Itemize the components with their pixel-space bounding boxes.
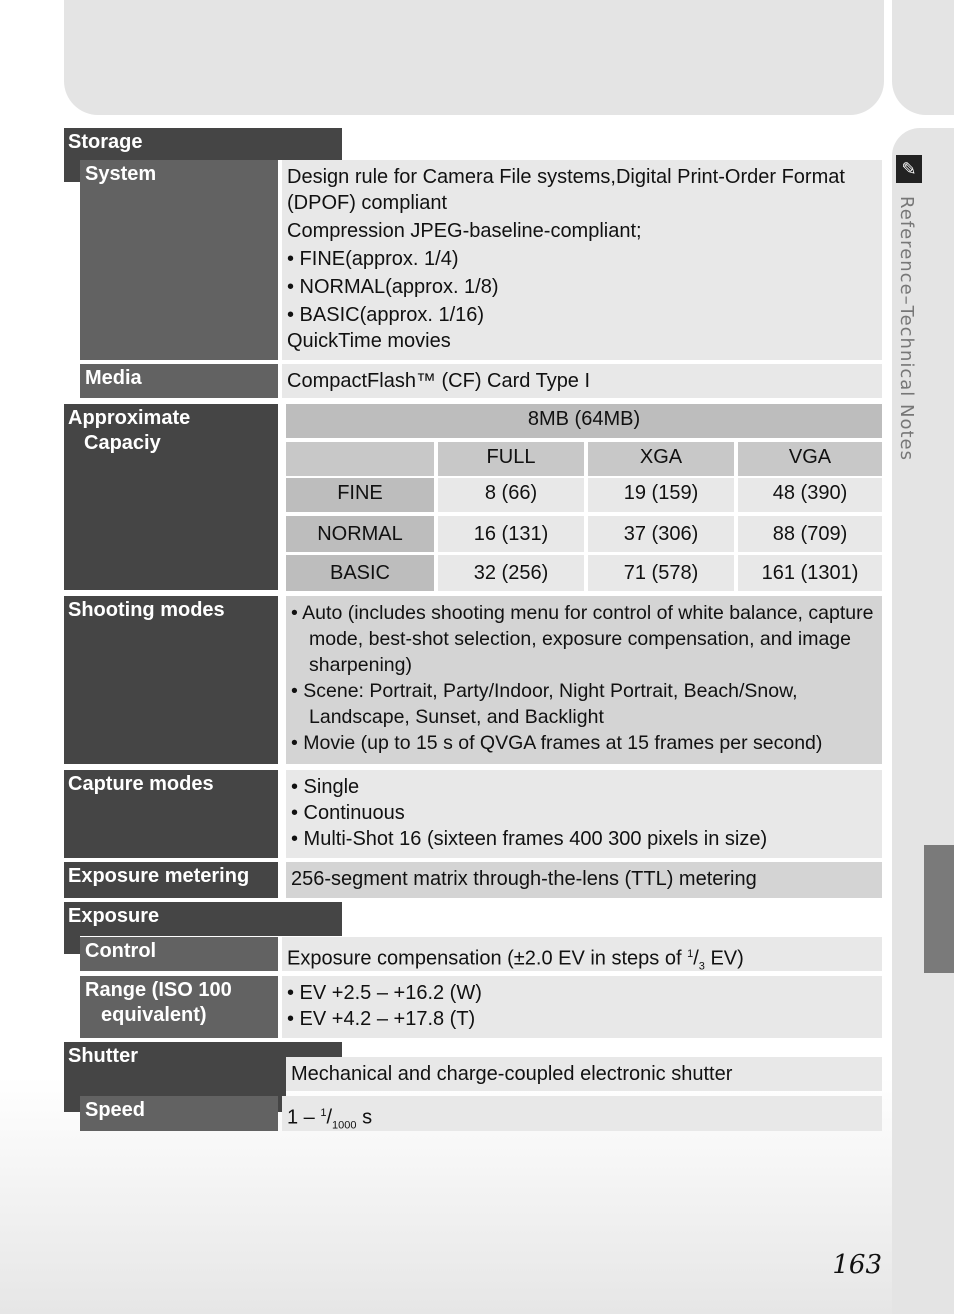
capture-mode-item: • Single <box>291 776 360 798</box>
range-label-line: Range (ISO 100 <box>85 979 232 1001</box>
speed-label: Speed <box>80 1096 278 1131</box>
capacity-label-line: Capaciy <box>84 432 161 454</box>
side-section-label: Reference–Technical Notes <box>896 196 917 462</box>
capacity-row-name: BASIC <box>286 555 434 591</box>
capacity-label-line: Approximate <box>68 407 191 429</box>
control-label: Control <box>80 937 278 971</box>
speed-text: 1 – <box>287 1106 321 1129</box>
system-value <box>282 160 882 360</box>
range-item: • EV +4.2 – +17.8 (T) <box>287 1008 476 1030</box>
storage-header-tab <box>64 160 80 182</box>
capacity-value: 71 (578) <box>588 555 734 591</box>
capacity-value: 32 (256) <box>438 555 584 591</box>
exposure-metering-label: Exposure metering <box>64 862 278 898</box>
range-value <box>282 976 882 1038</box>
system-line: • NORMAL(approx. 1/8) <box>287 276 499 298</box>
system-line: • BASIC(approx. 1/16) <box>287 304 485 326</box>
control-text: Exposure compensation (±2.0 EV in steps of <box>287 947 688 970</box>
capacity-value: 48 (390) <box>738 478 882 512</box>
system-line: Design rule for Camera File systems,Digital Print-Order Format (DPOF) compliant <box>287 166 845 214</box>
control-value: Exposure compensation (±2.0 EV in steps of $^1/_3$ EV) <box>282 937 882 971</box>
capacity-value: 8 (66) <box>438 478 584 512</box>
capacity-label <box>64 404 278 590</box>
capacity-row-name: NORMAL <box>286 516 434 552</box>
control-text-end: EV) <box>704 947 744 970</box>
exposure-metering-value: 256-segment matrix through-the-lens (TTL) metering <box>286 862 882 898</box>
fraction-denominator: 3 <box>698 960 705 973</box>
capacity-header: 8MB (64MB) <box>286 404 882 438</box>
capture-mode-item: • Multi-Shot 16 (sixteen frames 400 300 pixels in size) <box>291 828 768 850</box>
shooting-modes-value <box>286 596 882 764</box>
speed-text-end: s <box>356 1106 373 1129</box>
fraction-numerator: 1 <box>320 1107 327 1119</box>
shooting-modes-label: Shooting modes <box>64 596 278 764</box>
pencil-icon: ✎ <box>896 155 922 183</box>
capacity-value: 88 (709) <box>738 516 882 552</box>
capacity-value: 161 (1301) <box>738 555 882 591</box>
storage-header: Storage <box>64 128 342 160</box>
media-value: CompactFlash™ (CF) Card Type I <box>282 364 882 398</box>
system-line: Compression JPEG-baseline-compliant; <box>287 220 642 242</box>
shooting-mode-item: • Scene: Portrait, Party/Indoor, Night Portrait, Beach/Snow, Landscape, Sunset, and Backlight <box>291 680 798 728</box>
page-number: 163 <box>832 1250 882 1280</box>
range-label-line: equivalent) <box>101 1004 207 1026</box>
top-corner-tab <box>892 0 954 115</box>
exposure-header: Exposure <box>64 902 342 936</box>
capacity-value: 19 (159) <box>588 478 734 512</box>
shutter-value: Mechanical and charge-coupled electronic shutter <box>286 1057 882 1091</box>
shooting-mode-item: • Auto (includes shooting menu for control of white balance, capture mode, best-shot selection, exposure compensation, and image sharpening) <box>291 602 874 676</box>
capacity-column-header: FULL <box>438 442 584 476</box>
capacity-column-header: XGA <box>588 442 734 476</box>
speed-value: $1 - ^1/_{1000}$ s <box>282 1096 882 1131</box>
range-item: • EV +2.5 – +16.2 (W) <box>287 982 482 1004</box>
capacity-row-name: FINE <box>286 478 434 512</box>
fraction-denominator: 1000 <box>332 1119 357 1132</box>
system-label: System <box>80 160 278 360</box>
system-line: • FINE(approx. 1/4) <box>287 248 459 270</box>
capture-mode-item: • Continuous <box>291 802 405 824</box>
capture-modes-label: Capture modes <box>64 770 278 858</box>
top-header-band <box>64 0 884 115</box>
fraction-numerator: 1 <box>687 948 694 960</box>
capacity-column-header: VGA <box>738 442 882 476</box>
capacity-value: 16 (131) <box>438 516 584 552</box>
range-label <box>80 976 278 1038</box>
capacity-value: 37 (306) <box>588 516 734 552</box>
shooting-mode-item: • Movie (up to 15 s of QVGA frames at 15 frames per second) <box>291 732 823 754</box>
capture-modes-value <box>286 770 882 858</box>
exposure-header-tab <box>64 936 80 954</box>
shutter-header: Shutter <box>64 1042 286 1112</box>
media-label: Media <box>80 364 278 398</box>
side-section-marker <box>924 845 954 973</box>
capacity-corner-cell <box>286 442 434 476</box>
system-line: QuickTime movies <box>287 330 451 352</box>
